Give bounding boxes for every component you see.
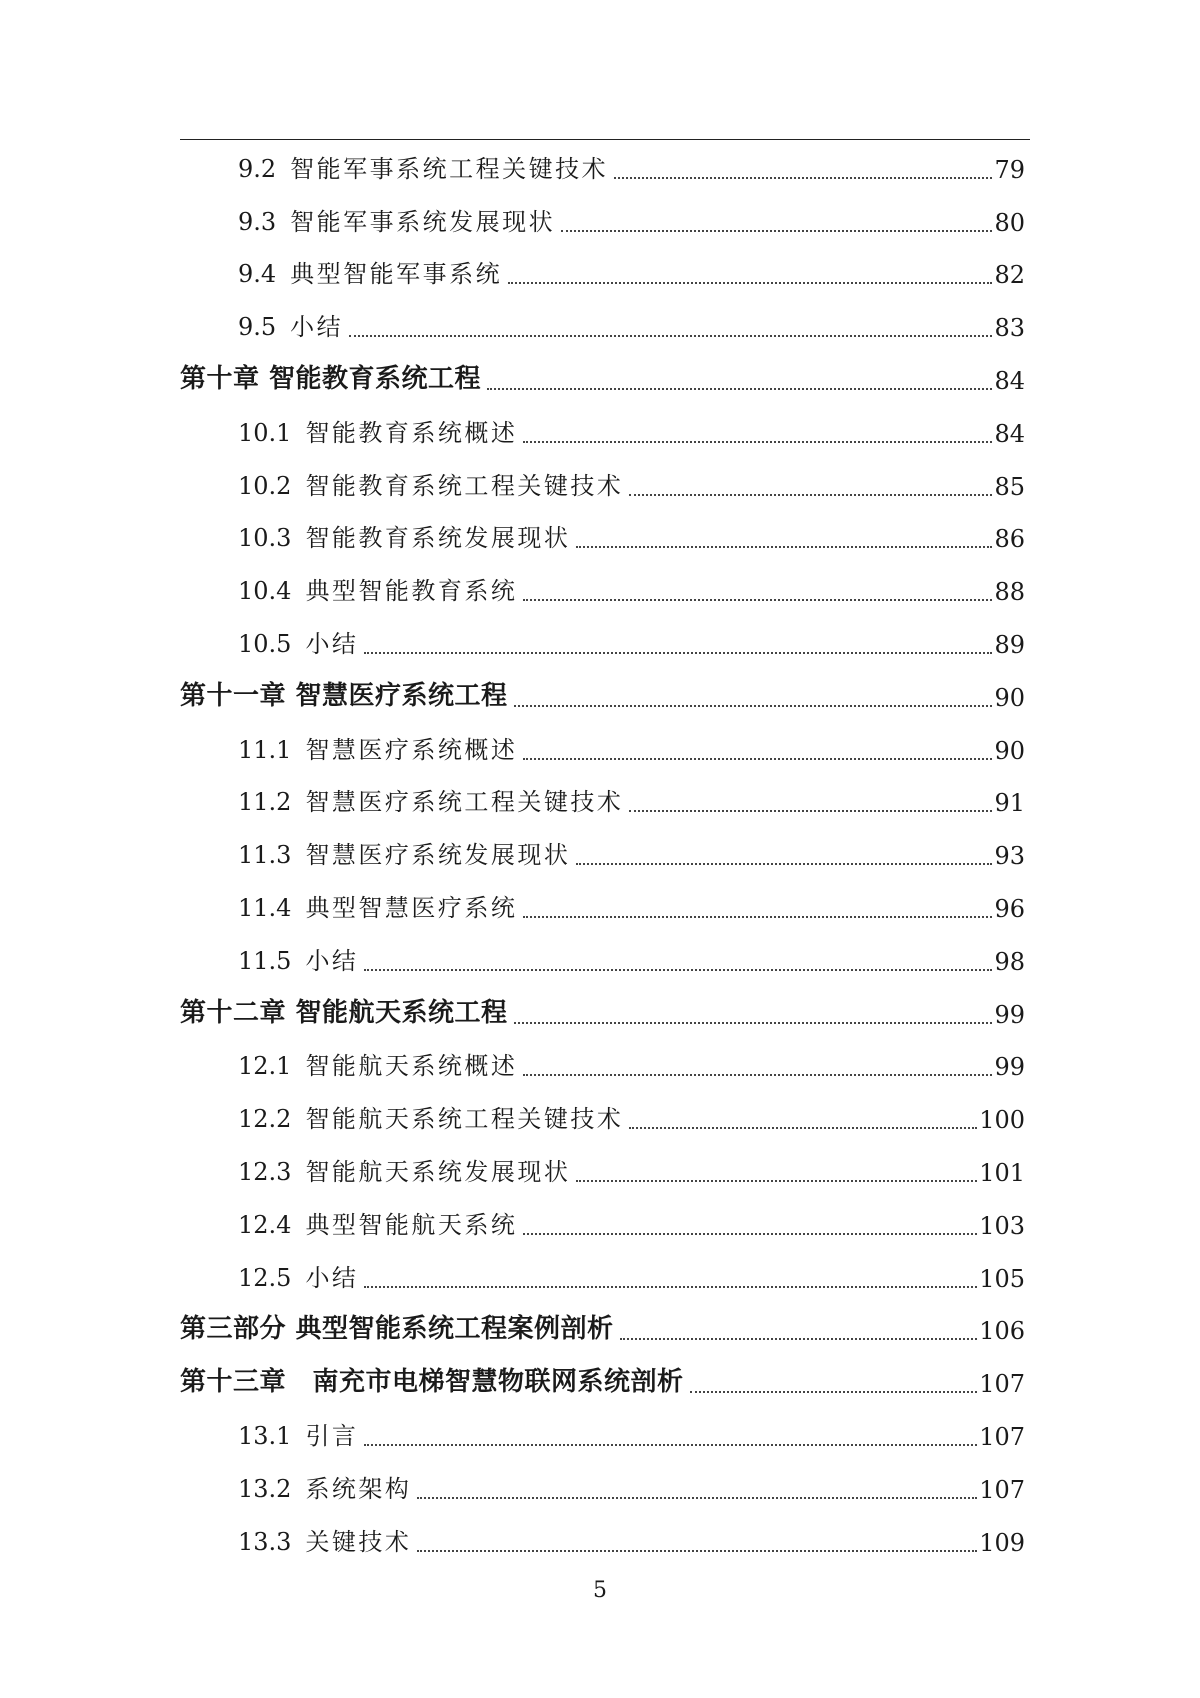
toc-entry-page: 98 — [994, 947, 1025, 976]
toc-entry-title — [180, 1361, 684, 1398]
toc-entry-text: 智能教育系统概述 — [305, 418, 518, 447]
toc-entry-title — [180, 675, 508, 712]
toc-entry-page: 84 — [994, 419, 1025, 448]
toc-entry-number: 10.4 — [238, 577, 292, 606]
toc-entry-page: 96 — [994, 894, 1025, 923]
toc-dot-leader — [614, 177, 992, 179]
toc-entry-text: 小结 — [305, 629, 359, 658]
toc-entry-text: 小结 — [305, 1263, 359, 1292]
toc-section-entry[interactable] — [180, 1249, 1025, 1302]
table-of-contents — [180, 140, 1025, 1566]
toc-entry-text: 第十章 智能教育系统工程 — [180, 363, 482, 394]
toc-entry-page: 107 — [979, 1475, 1025, 1504]
toc-entry-text: 典型智能教育系统 — [305, 577, 518, 606]
toc-section-entry[interactable] — [180, 193, 1025, 246]
toc-entry-text: 关键技术 — [305, 1527, 412, 1556]
toc-dot-leader — [576, 546, 992, 548]
toc-entry-number: 9.2 — [238, 154, 277, 183]
toc-entry-text: 第十三章 南充市电梯智慧物联网系统剖析 — [180, 1367, 684, 1398]
toc-entry-page: 107 — [979, 1370, 1025, 1399]
toc-entry-number: 10.1 — [238, 418, 292, 447]
toc-chapter-entry[interactable] — [180, 1302, 1025, 1355]
toc-entry-title — [238, 149, 608, 184]
toc-entry-text: 典型智能军事系统 — [290, 260, 503, 289]
toc-section-entry[interactable] — [180, 404, 1025, 457]
toc-section-entry[interactable] — [180, 298, 1025, 351]
toc-entry-text: 第十一章 智慧医疗系统工程 — [180, 680, 508, 711]
toc-entry-title — [238, 1099, 623, 1134]
toc-section-entry[interactable] — [180, 140, 1025, 193]
toc-entry-page: 93 — [994, 842, 1025, 871]
toc-section-entry[interactable] — [180, 826, 1025, 879]
toc-chapter-entry[interactable] — [180, 668, 1025, 721]
toc-entry-title — [238, 571, 517, 606]
toc-entry-title — [180, 358, 481, 395]
toc-section-entry[interactable] — [180, 932, 1025, 985]
toc-entry-text: 智能教育系统发展现状 — [305, 524, 571, 553]
toc-entry-number: 12.5 — [238, 1263, 292, 1292]
toc-entry-page: 105 — [979, 1264, 1025, 1293]
toc-entry-title — [238, 1469, 411, 1504]
toc-section-entry[interactable] — [180, 615, 1025, 668]
toc-dot-leader — [523, 1074, 992, 1076]
toc-section-entry[interactable] — [180, 1196, 1025, 1249]
toc-entry-title — [238, 1205, 517, 1240]
toc-section-entry[interactable] — [180, 246, 1025, 299]
toc-entry-page: 103 — [979, 1211, 1025, 1240]
toc-entry-text: 智慧医疗系统发展现状 — [305, 841, 571, 870]
toc-entry-text: 典型智能航天系统 — [305, 1210, 518, 1239]
toc-section-entry[interactable] — [180, 1038, 1025, 1091]
toc-entry-number: 12.3 — [238, 1157, 292, 1186]
toc-dot-leader — [349, 335, 992, 337]
toc-dot-leader — [514, 1022, 993, 1024]
toc-entry-text: 典型智慧医疗系统 — [305, 893, 518, 922]
toc-dot-leader — [523, 916, 992, 918]
toc-dot-leader — [514, 705, 993, 707]
toc-entry-title — [238, 1416, 358, 1451]
toc-entry-text: 小结 — [290, 313, 344, 342]
toc-entry-title — [238, 466, 623, 501]
toc-entry-title — [238, 413, 517, 448]
toc-entry-title — [238, 1258, 358, 1293]
toc-entry-text: 第十二章 智能航天系统工程 — [180, 997, 508, 1028]
toc-dot-leader — [629, 1127, 977, 1129]
toc-entry-page: 99 — [994, 1000, 1025, 1029]
toc-section-entry[interactable] — [180, 721, 1025, 774]
toc-dot-leader — [629, 810, 992, 812]
toc-entry-page: 109 — [979, 1528, 1025, 1557]
toc-entry-number: 10.5 — [238, 629, 292, 658]
toc-entry-title — [238, 202, 555, 237]
toc-dot-leader — [690, 1391, 978, 1393]
toc-section-entry[interactable] — [180, 879, 1025, 932]
toc-entry-page: 101 — [979, 1158, 1025, 1187]
toc-entry-title — [238, 835, 570, 870]
toc-entry-title — [180, 992, 508, 1029]
toc-dot-leader — [523, 441, 992, 443]
toc-entry-title — [238, 941, 358, 976]
toc-dot-leader — [576, 863, 992, 865]
toc-entry-number: 13.1 — [238, 1421, 292, 1450]
toc-entry-page: 100 — [979, 1106, 1025, 1135]
toc-entry-text: 智慧医疗系统工程关键技术 — [305, 788, 624, 817]
toc-chapter-entry[interactable] — [180, 1354, 1025, 1407]
toc-entry-title — [238, 1046, 517, 1081]
toc-entry-title — [238, 730, 517, 765]
toc-entry-page: 90 — [994, 683, 1025, 712]
toc-entry-number: 10.2 — [238, 471, 292, 500]
toc-entry-text: 智能军事系统工程关键技术 — [290, 154, 609, 183]
toc-entry-text: 引言 — [305, 1421, 359, 1450]
toc-entry-number: 9.5 — [238, 313, 277, 342]
page-number: 5 — [593, 1578, 607, 1603]
toc-entry-text: 小结 — [305, 946, 359, 975]
toc-dot-leader — [523, 1233, 977, 1235]
toc-entry-title — [238, 624, 358, 659]
toc-dot-leader — [620, 1338, 978, 1340]
toc-entry-page: 82 — [994, 261, 1025, 290]
toc-section-entry[interactable] — [180, 1407, 1025, 1460]
toc-entry-text: 系统架构 — [305, 1474, 412, 1503]
toc-entry-page: 91 — [994, 789, 1025, 818]
toc-dot-leader — [629, 494, 992, 496]
toc-entry-page: 85 — [994, 472, 1025, 501]
toc-dot-leader — [487, 388, 992, 390]
toc-entry-number: 11.2 — [238, 788, 292, 817]
toc-dot-leader — [364, 969, 992, 971]
toc-entry-text: 智慧医疗系统概述 — [305, 735, 518, 764]
toc-entry-number: 12.1 — [238, 1052, 292, 1081]
toc-entry-page: 89 — [994, 630, 1025, 659]
toc-entry-text: 智能航天系统发展现状 — [305, 1157, 571, 1186]
toc-entry-title — [238, 782, 623, 817]
toc-dot-leader — [523, 599, 992, 601]
toc-entry-page: 99 — [994, 1053, 1025, 1082]
toc-entry-page: 107 — [979, 1422, 1025, 1451]
toc-entry-title — [238, 1152, 570, 1187]
toc-entry-title — [180, 1308, 614, 1345]
toc-entry-text: 智能航天系统工程关键技术 — [305, 1105, 624, 1134]
toc-entry-text: 智能教育系统工程关键技术 — [305, 471, 624, 500]
toc-entry-number: 10.3 — [238, 524, 292, 553]
toc-dot-leader — [364, 1286, 977, 1288]
toc-section-entry[interactable] — [180, 1090, 1025, 1143]
toc-entry-title — [238, 888, 517, 923]
toc-entry-title — [238, 518, 570, 553]
toc-chapter-entry[interactable] — [180, 351, 1025, 404]
toc-section-entry[interactable] — [180, 562, 1025, 615]
toc-entry-text: 第三部分 典型智能系统工程案例剖析 — [180, 1314, 614, 1345]
toc-entry-number: 12.2 — [238, 1105, 292, 1134]
toc-section-entry[interactable] — [180, 510, 1025, 563]
toc-entry-number: 11.4 — [238, 893, 292, 922]
toc-entry-page: 90 — [994, 736, 1025, 765]
toc-entry-page: 106 — [979, 1317, 1025, 1346]
toc-entry-number: 13.2 — [238, 1474, 292, 1503]
toc-entry-number: 11.1 — [238, 735, 292, 764]
toc-entry-number: 11.3 — [238, 841, 292, 870]
toc-entry-number: 13.3 — [238, 1527, 292, 1556]
toc-entry-number: 12.4 — [238, 1210, 292, 1239]
toc-entry-page: 80 — [994, 208, 1025, 237]
toc-dot-leader — [576, 1180, 977, 1182]
toc-dot-leader — [364, 1444, 977, 1446]
toc-dot-leader — [364, 652, 992, 654]
toc-entry-page: 88 — [994, 578, 1025, 607]
toc-dot-leader — [523, 758, 992, 760]
toc-entry-number: 11.5 — [238, 946, 292, 975]
toc-entry-text: 智能军事系统发展现状 — [290, 207, 556, 236]
toc-entry-title — [238, 254, 502, 289]
toc-entry-text: 智能航天系统概述 — [305, 1052, 518, 1081]
toc-chapter-entry[interactable] — [180, 985, 1025, 1038]
toc-dot-leader — [561, 230, 992, 232]
toc-entry-page: 83 — [994, 314, 1025, 343]
toc-section-entry[interactable] — [180, 1143, 1025, 1196]
toc-entry-number: 9.4 — [238, 260, 277, 289]
toc-dot-leader — [417, 1497, 977, 1499]
toc-entry-page: 79 — [994, 155, 1025, 184]
toc-entry-page: 86 — [994, 525, 1025, 554]
toc-section-entry[interactable] — [180, 774, 1025, 827]
toc-entry-number: 9.3 — [238, 207, 277, 236]
toc-section-entry[interactable] — [180, 457, 1025, 510]
toc-entry-title — [238, 1522, 411, 1557]
toc-dot-leader — [508, 282, 992, 284]
toc-dot-leader — [417, 1550, 977, 1552]
toc-section-entry[interactable] — [180, 1513, 1025, 1566]
toc-entry-title — [238, 307, 343, 342]
toc-section-entry[interactable] — [180, 1460, 1025, 1513]
toc-entry-page: 84 — [994, 366, 1025, 395]
